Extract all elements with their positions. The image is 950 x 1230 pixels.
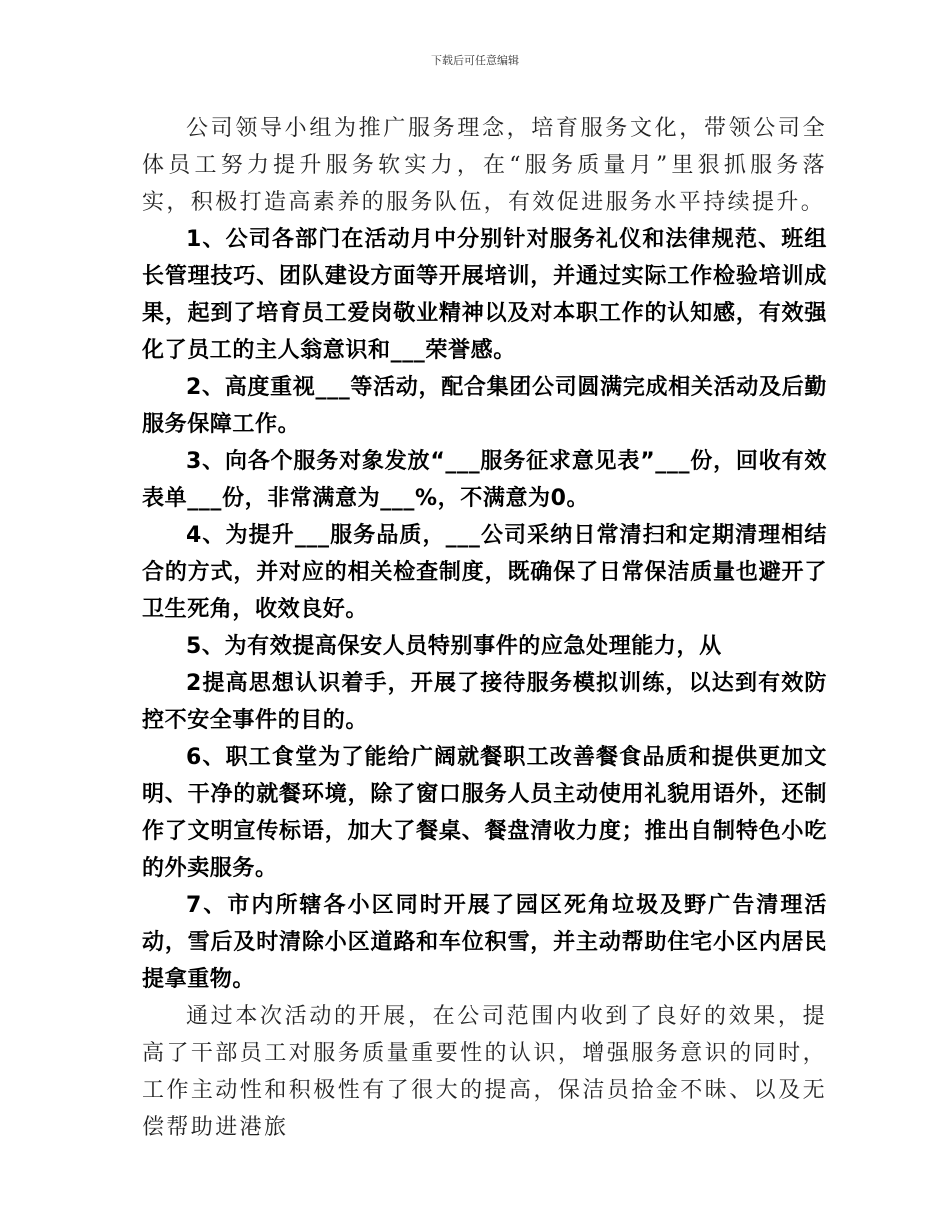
item-5-paragraph: 5、为有效提高保安人员特别事件的应急处理能力，从	[186, 634, 722, 659]
item-7-paragraph: 7、市内所辖各小区同时开展了园区死角垃圾及野广告清理活动，雪后及时清除小区道路和车位积雪，并主动帮助住宅小区内居民提拿重物。	[142, 893, 827, 992]
item-2-paragraph: 2、高度重视___等活动，配合集团公司圆满完成相关活动及后勤服务保障工作。	[142, 375, 827, 437]
item-3-paragraph: 3、向各个服务对象发放“___服务征求意见表”___份，回收有效表单___份，非常满意为___%，不满意为0。	[142, 449, 827, 511]
item-1-paragraph: 1、公司各部门在活动月中分别针对服务礼仪和法律规范、班组长管理技巧、团队建设方面等开展培训，并通过实际工作检验培训成果，起到了培育员工爱岗敬业精神以及对本职工作的认知感，有效强化了员工的主人翁意识和___荣誉感。	[142, 227, 827, 363]
document-body	[142, 110, 827, 1146]
page-header: 下载后可任意编辑	[431, 54, 519, 67]
item-5-continuation-paragraph: 2提高思想认识着手，开展了接待服务模拟训练，以达到有效防控不安全事件的目的。	[142, 671, 827, 733]
item-6-paragraph: 6、职工食堂为了能给广阔就餐职工改善餐食品质和提供更加文明、干净的就餐环境，除了窗口服务人员主动使用礼貌用语外，还制作了文明宣传标语，加大了餐桌、餐盘清收力度；推出自制特色小吃的外卖服务。	[142, 745, 827, 881]
conclusion-paragraph: 通过本次活动的开展，在公司范围内收到了良好的效果，提高了干部员工对服务质量重要性的认识，增强服务意识的同时，工作主动性和积极性有了很大的提高，保洁员拾金不昧、以及无偿帮助进港旅	[142, 1004, 827, 1140]
intro-paragraph: 公司领导小组为推广服务理念，培育服务文化，带领公司全体员工努力提升服务软实力，在“服务质量月”里狠抓服务落实，积极打造高素养的服务队伍，有效促进服务水平持续提升。	[142, 116, 827, 215]
item-4-paragraph: 4、为提升___服务品质，___公司采纳日常清扫和定期清理相结合的方式，并对应的相关检查制度，既确保了日常保洁质量也避开了卫生死角，收效良好。	[142, 523, 827, 622]
